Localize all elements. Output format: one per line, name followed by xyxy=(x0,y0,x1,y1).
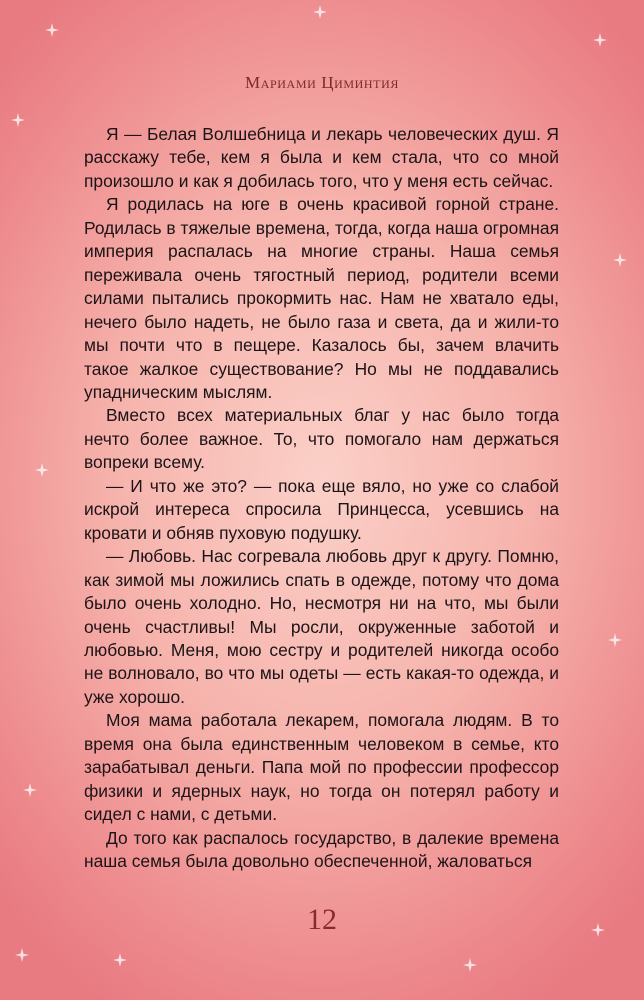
sparkle-star-icon xyxy=(35,463,49,477)
paragraph: — И что же это? — пока еще вяло, но уже со слабой искрой интереса спросила Принцесса, усевшись на кровати и обняв пуховую подушку. xyxy=(84,475,559,543)
running-head: Мариами Циминтия xyxy=(245,73,399,92)
sparkle-star-icon xyxy=(608,633,622,647)
sparkle-star-icon xyxy=(113,953,127,967)
body-text xyxy=(84,123,559,874)
paragraph: — Любовь. Нас согревала любовь друг к другу. Помню, как зимой мы ложились спать в одежде, потому что дома было очень холодно. Но, несмотря ни на что, мы были очень счастливы! Мы росли, окруженные заботой и любовью. Меня, мою сестру и родителей никогда особо не волновало, во что мы одеты — есть какая-то одежда, и уже хорошо. xyxy=(84,546,559,707)
sparkle-star-icon xyxy=(23,783,37,797)
paragraph: До того как распалось государство, в далекие времена наша семья была довольно обеспеченной, жаловаться xyxy=(84,827,559,872)
paragraph: Моя мама работала лекарем, помогала людям. В то время она была единственным человеком в семье, кто зарабатывал деньги. Папа мой по профессии профессор физики и ядерных наук, но тогда он потерял работу и сидел с нами, с детьми. xyxy=(84,710,559,825)
page-number: 12 xyxy=(307,903,337,936)
sparkle-star-icon xyxy=(463,958,477,972)
paragraph: Вместо всех материальных благ у нас было тогда нечто более важное. То, что помогало нам держаться вопреки всему. xyxy=(84,405,559,473)
sparkle-star-icon xyxy=(613,253,627,267)
sparkle-star-icon xyxy=(11,113,25,127)
paragraph: Я — Белая Волшебница и лекарь человеческих душ. Я расскажу тебе, кем я была и кем стала, что со мной произошло и как я добилась того, что у меня есть сейчас. xyxy=(84,124,559,191)
sparkle-star-icon xyxy=(45,23,59,37)
sparkle-star-icon xyxy=(15,948,29,962)
sparkle-star-icon xyxy=(313,5,327,19)
sparkle-star-icon xyxy=(593,33,607,47)
paragraph: Я родилась на юге в очень красивой горной стране. Родилась в тяжелые времена, тогда, когда наша огромная империя распалась на многие страны. Наша семья переживала очень тягостный период, родители всеми силами пытались прокормить нас. Нам не хватало еды, нечего было надеть, не было газа и света, да и жили-то мы почти что в пещере. Казалось бы, зачем влачить такое жалкое существование? Но мы не поддавались упадническим мыслям. xyxy=(84,194,559,402)
